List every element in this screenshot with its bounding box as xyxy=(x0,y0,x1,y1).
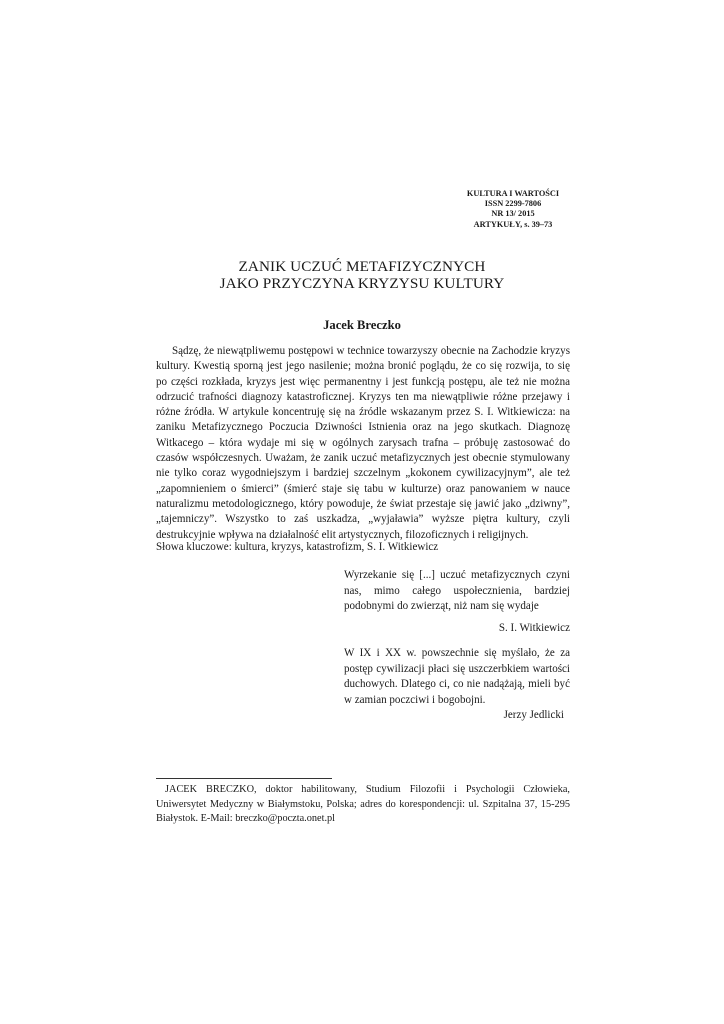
article-title xyxy=(100,258,624,292)
journal-issue: NR 13/ 2015 xyxy=(491,209,535,219)
footnote-divider xyxy=(156,778,332,779)
article-author: Jacek Breczko xyxy=(323,318,401,332)
epigraph-2-text: W IX i XX w. powszechnie się myślało, że za postęp cywilizacji płaci się uszczerbkiem wartości duchowych. Dlatego ci, co nie nadążają, mieli być w zamian poczciwi i bogobojni. xyxy=(344,647,570,706)
epigraph-1-text: Wyrzekanie się [...] uczuć metafizycznych czyni nas, mimo całego uspołecznienia, bardziej podobnymi do zwierząt, niż nam się wydaje xyxy=(344,569,570,612)
author-footnote: JACEK BRECZKO, doktor habilitowany, Studium Filozofii i Psychologii Człowieka, Uniwersytet Medyczny w Białymstoku, Polska; adres do korespondencji: ul. Szpitalna 37, 15-295 Białystok. E-Mail: breczko@poczta.onet.pl xyxy=(156,784,570,825)
keywords: Słowa kluczowe: kultura, kryzys, katastrofizm, S. I. Witkiewicz xyxy=(156,541,439,553)
journal-pages: ARTYKUŁY, s. 39–73 xyxy=(473,219,553,229)
journal-issn: ISSN 2299-7806 xyxy=(484,199,542,209)
title-line-2: JAKO PRZYCZYNA KRYZYSU KULTURY xyxy=(219,275,505,292)
title-line-1: ZANIK UCZUĆ METAFIZYCZNYCH xyxy=(238,258,486,275)
epigraph-2-author: Jerzy Jedlicki xyxy=(503,709,564,721)
abstract: Sądzę, że niewątpliwemu postępowi w technice towarzyszy obecnie na Zachodzie kryzys kultury. Kwestią sporną jest jego nasilenie; można bronić poglądu, że co się rozwija, to się po części rozkłada, kryzys jest więc permanentny i jest funkcją postępu, ale też nie można odrzucić trafności diagnozy katastroficznej. Kryzys ten ma niewątpliwie różne przejawy i różne źródła. W artykule koncentruję się na źródle wskazanym przez S. I. Witkiewicza: na zaniku Metafizycznego Poczucia Dziwności Istnienia oraz na jego skutkach. Diagnozę Witkacego – która wydaje mi się w ogólnych zarysach trafna – próbuję zastosować do czasów współczesnych. Uważam, że zanik uczuć metafizycznych jest obecnie stymulowany nie tylko coraz wygodniejszym i bardziej szczelnym „kokonem cywilizacyjnym”, ale też „zapomnieniem o śmierci” (śmierć staje się tabu w kulturze) oraz panowaniem w nauce naturalizmu metodologicznego, który powoduje, że świat przestaje się jawić jako „dziwny”, „tajemniczy”. Wszystko to zaś uszkadza, „wyjaławia” wyższe piętra kultury, czyli destrukcyjnie wpływa na działalność elit artystycznych, filozoficznych i religijnych. xyxy=(156,345,570,541)
journal-name: KULTURA I WARTOŚCI xyxy=(466,189,560,198)
journal-header xyxy=(420,189,606,230)
epigraph-1-author: S. I. Witkiewicz xyxy=(498,622,570,634)
